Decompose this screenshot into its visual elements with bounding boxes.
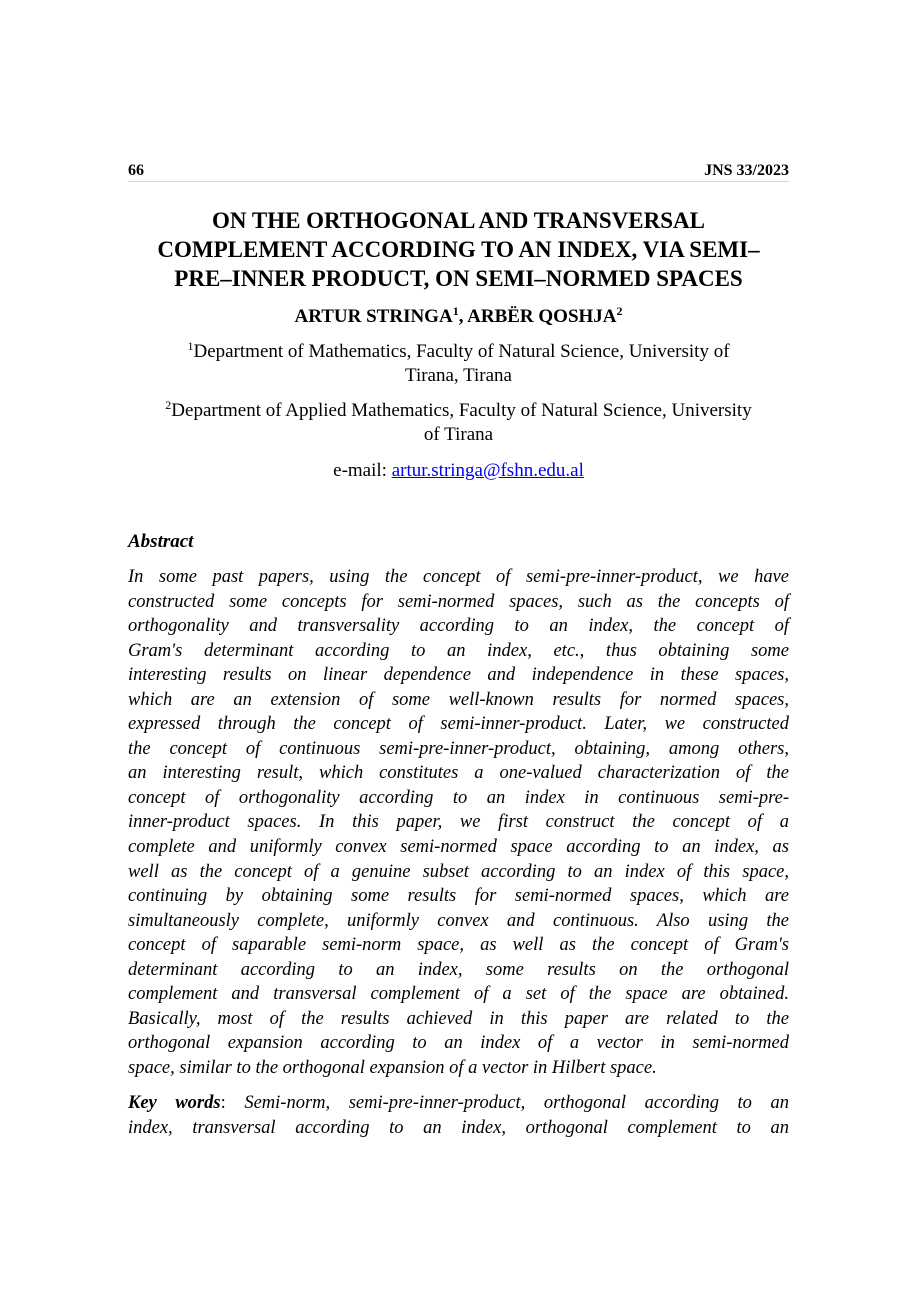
abstract-line: simultaneously complete, uniformly convex and continuous. Also using the: [128, 910, 789, 931]
abstract-line: expressed through the concept of semi-inner-product. Later, we constructed: [128, 714, 789, 735]
abstract-line: orthogonal expansion according to an index of a vector in semi-normed: [128, 1033, 789, 1054]
journal-issue: JNS 33/2023: [704, 162, 789, 179]
abstract-line: Basically, most of the results achieved in this paper are related to the: [128, 1008, 789, 1029]
abstract-line: space, similar to the orthogonal expansion of a vector in Hilbert space.: [128, 1057, 657, 1078]
abstract-text: [128, 565, 789, 1080]
author-list: [128, 305, 789, 329]
affiliation-1: [128, 340, 789, 388]
keywords-text: Semi-norm, semi-pre-inner-product, orthogonal according to an: [244, 1093, 790, 1113]
author-separator: ,: [458, 306, 468, 327]
paper-title: [128, 206, 789, 293]
affiliation-2: [128, 399, 789, 447]
affiliation-line: Department of Mathematics, Faculty of Natural Science, University of: [193, 341, 730, 362]
keywords-colon: :: [220, 1093, 245, 1113]
author-name: ARTUR STRINGA: [294, 306, 453, 327]
paper-page: [128, 0, 789, 1295]
email-label: e-mail:: [333, 460, 392, 481]
keywords-label: Key words: [128, 1093, 221, 1113]
author-affiliation-mark: 1: [452, 304, 459, 318]
affiliation-line: Department of Applied Mathematics, Faculty of Natural Science, University: [171, 400, 752, 421]
abstract-line: concept of orthogonality according to an index in continuous semi-pre-: [128, 787, 789, 808]
abstract-line: determinant according to an index, some results on the orthogonal: [128, 959, 789, 980]
author-affiliation-mark: 2: [616, 304, 623, 318]
affiliation-line: of Tirana: [423, 424, 494, 445]
title-line-2: COMPLEMENT ACCORDING TO AN INDEX, VIA SEMI–: [157, 237, 760, 262]
title-line-3: PRE–INNER PRODUCT, ON SEMI–NORMED SPACES: [174, 266, 743, 291]
keywords: [128, 1091, 789, 1140]
abstract-line: inner-product spaces. In this paper, we first construct the concept of a: [128, 812, 789, 833]
abstract-line: constructed some concepts for semi-normed spaces, such as the concepts of: [128, 591, 789, 612]
page-number: 66: [128, 162, 144, 179]
title-line-1: ON THE ORTHOGONAL AND TRANSVERSAL: [212, 208, 705, 233]
affiliation-line: Tirana, Tirana: [405, 365, 512, 386]
email-link[interactable]: artur.stringa@fshn.edu.al: [391, 460, 584, 481]
abstract-line: an interesting result, which constitutes a one-valued characterization of the: [128, 763, 789, 784]
affiliation-mark: 1: [187, 339, 194, 353]
abstract-heading: Abstract: [128, 531, 194, 552]
affiliation-mark: 2: [165, 398, 172, 412]
abstract-line: well as the concept of a genuine subset according to an index of this space,: [128, 861, 789, 882]
contact-email: [128, 459, 789, 483]
abstract-line: complement and transversal complement of a set of the space are obtained.: [128, 984, 789, 1005]
keywords-text: index, transversal according to an index, orthogonal complement to an: [128, 1117, 789, 1138]
abstract-line: Gram's determinant according to an index, etc., thus obtaining some: [128, 640, 789, 661]
abstract-line: orthogonality and transversality according to an index, the concept of: [128, 616, 789, 637]
running-head: [128, 161, 789, 182]
abstract-line: complete and uniformly convex semi-normed space according to an index, as: [128, 837, 789, 858]
author-name: ARBËR QOSHJA: [467, 306, 617, 327]
abstract-line: which are an extension of some well-known results for normed spaces,: [128, 689, 789, 710]
abstract-line: interesting results on linear dependence and independence in these spaces,: [128, 665, 789, 686]
abstract-line: concept of saparable semi-norm space, as well as the concept of Gram's: [128, 935, 789, 956]
abstract-line: continuing by obtaining some results for semi-normed spaces, which are: [128, 886, 789, 907]
abstract-line: In some past papers, using the concept of semi-pre-inner-product, we have: [128, 567, 789, 587]
abstract-line: the concept of continuous semi-pre-inner-product, obtaining, among others,: [128, 738, 789, 759]
